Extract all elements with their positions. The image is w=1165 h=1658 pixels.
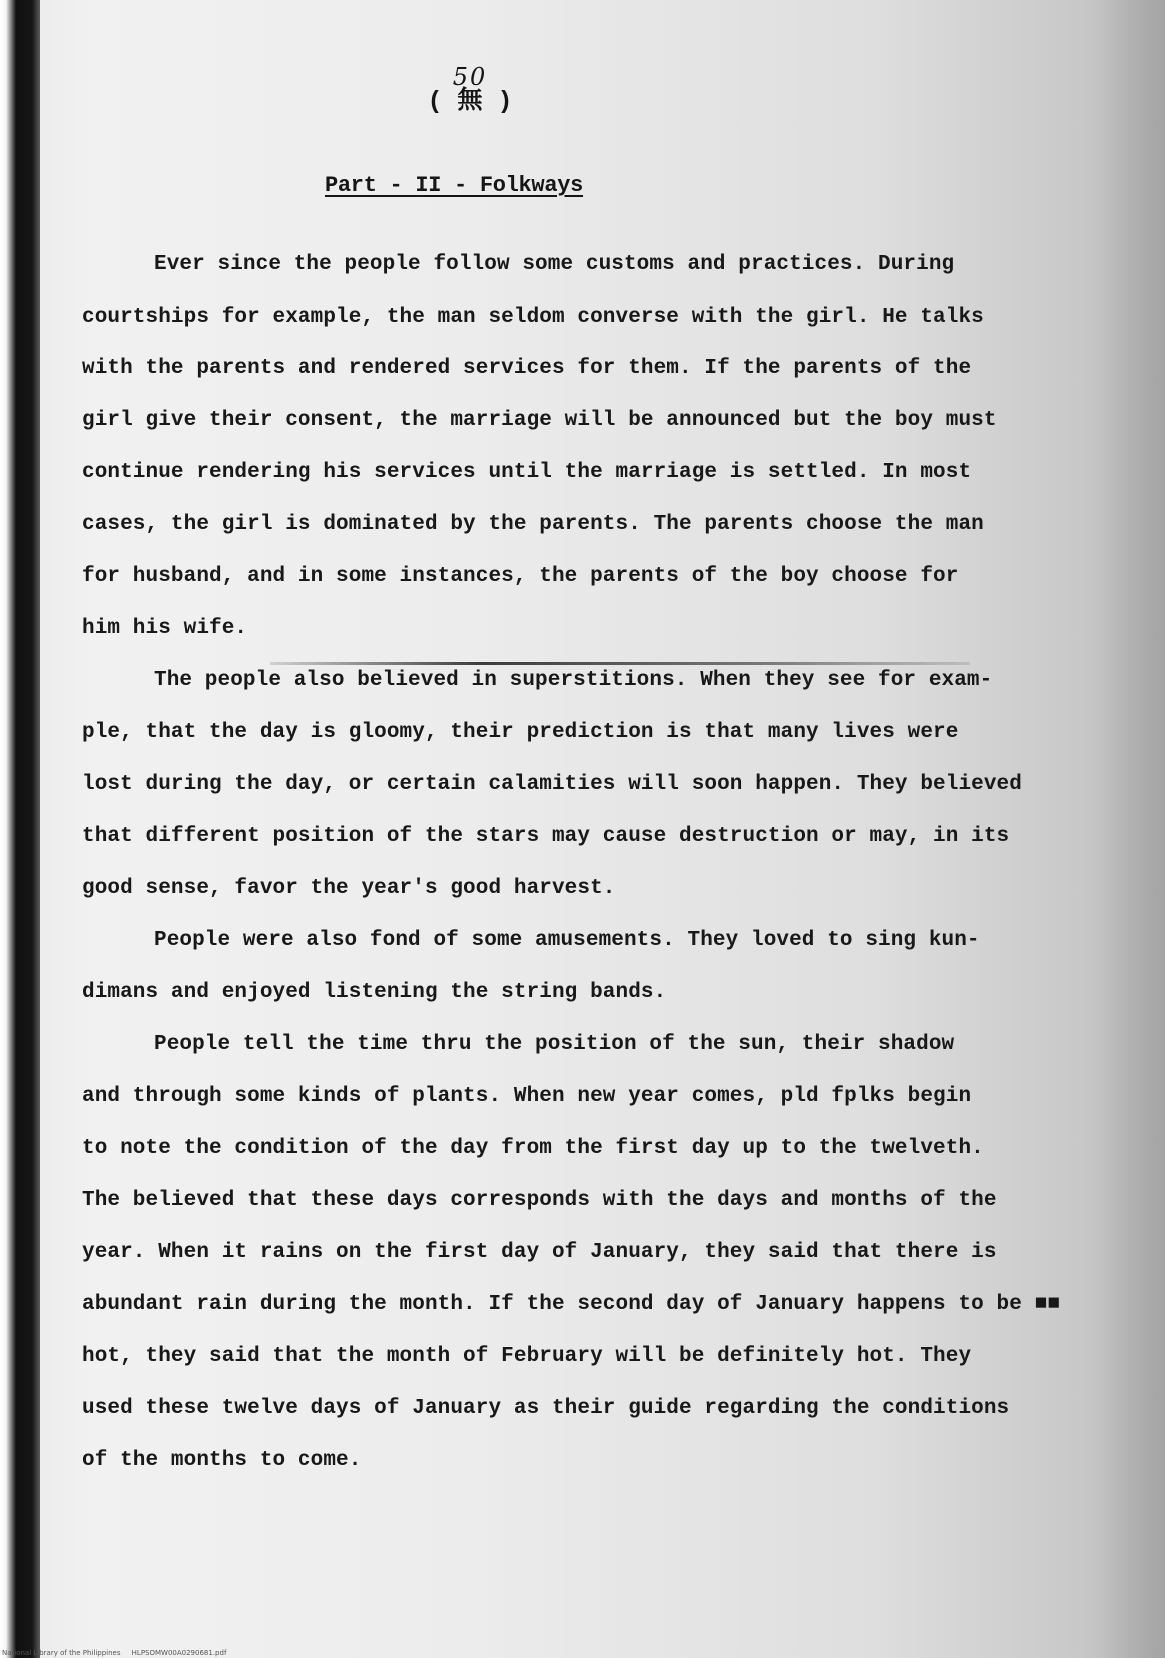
body-line: year. When it rains on the first day of January, they said that there is	[82, 1241, 997, 1264]
scan-footer	[2, 1649, 226, 1657]
body-line: abundant rain during the month. If the second day of January happens to be ■■	[82, 1293, 1061, 1316]
body-line: cases, the girl is dominated by the parents. The parents choose the man	[82, 513, 984, 536]
binding-edge	[0, 0, 40, 1658]
body-line: good sense, favor the year's good harvest.	[82, 877, 616, 900]
body-line: Ever since the people follow some customs and practices. During	[154, 253, 955, 276]
body-line: with the parents and rendered services for them. If the parents of the	[82, 357, 972, 380]
body-line: hot, they said that the month of February will be definitely hot. They	[82, 1345, 972, 1368]
section-title: Part - II - Folkways	[325, 173, 584, 198]
body-line: lost during the day, or certain calamities will soon happen. They believed	[82, 773, 1022, 796]
body-line: and through some kinds of plants. When new year comes, pld fplks begin	[82, 1085, 972, 1108]
handwritten-page-number: 50	[452, 63, 488, 91]
body-line: People were also fond of some amusements. They loved to sing kun-	[154, 929, 980, 952]
body-line: for husband, and in some instances, the parents of the boy choose for	[82, 565, 959, 588]
body-line: People tell the time thru the position of the sun, their shadow	[154, 1033, 955, 1056]
body-line: him his wife.	[82, 617, 248, 640]
body-line: girl give their consent, the marriage will be announced but the boy must	[82, 409, 997, 432]
typed-page-number: ( 無 )	[427, 87, 513, 116]
body-line: courtships for example, the man seldom converse with the girl. He talks	[82, 306, 984, 329]
body-line: dimans and enjoyed listening the string bands.	[82, 981, 667, 1004]
footer-source: National Library of the Philippines	[2, 1649, 121, 1657]
body-line: The people also believed in superstitions. When they see for exam-	[154, 669, 993, 692]
body-line: to note the condition of the day from the first day up to the twelveth.	[82, 1137, 984, 1160]
page-number	[420, 63, 520, 116]
page-shadow	[1095, 0, 1165, 1658]
body-line: of the months to come.	[82, 1449, 362, 1472]
typed-rule-line	[270, 662, 970, 665]
body-line: The believed that these days corresponds with the days and months of the	[82, 1189, 997, 1212]
body-line: continue rendering his services until the marriage is settled. In most	[82, 461, 972, 484]
footer-file: HLPSOMW00A0290681.pdf	[131, 1649, 227, 1657]
body-line: ple, that the day is gloomy, their prediction is that many lives were	[82, 721, 959, 744]
body-line: that different position of the stars may cause destruction or may, in its	[82, 825, 1010, 848]
body-line: used these twelve days of January as their guide regarding the conditions	[82, 1397, 1010, 1420]
